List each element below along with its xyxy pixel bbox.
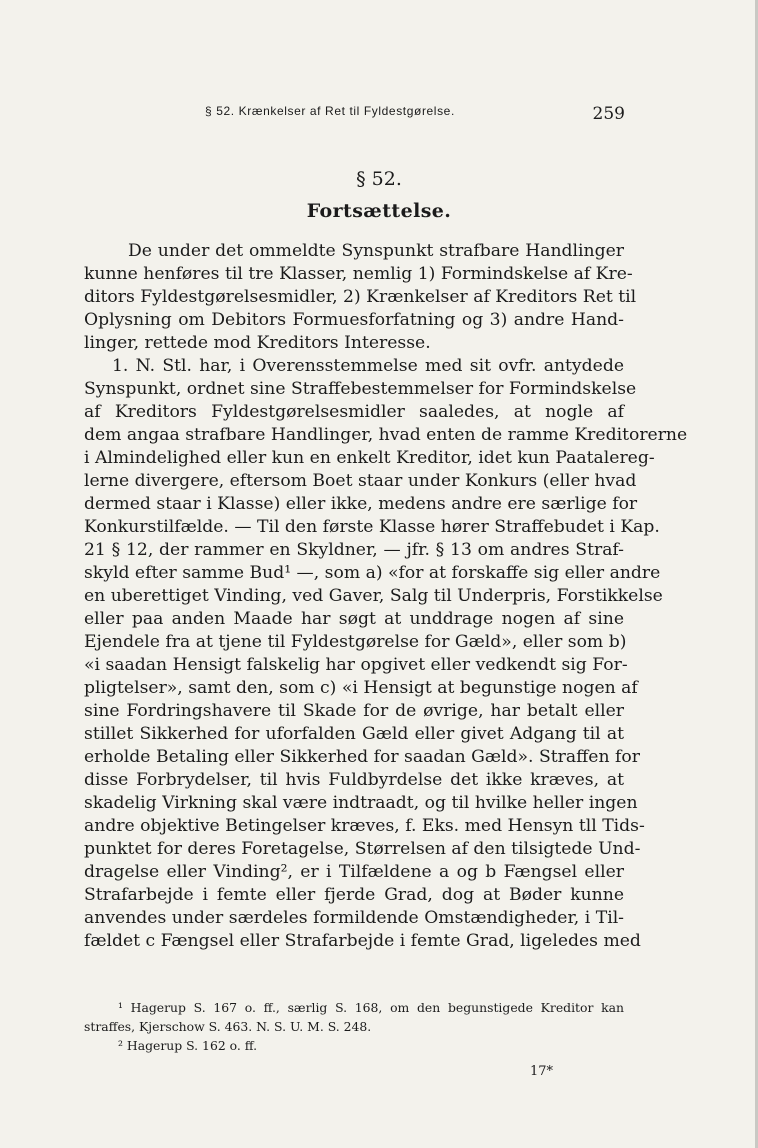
text-line: 1. N. Stl. har, i Overensstemmelse med sit ovfr. antydede [112,356,624,376]
text-line: Konkurstilfælde. — Til den første Klasse hører Straffebudet i Kap. [84,517,660,537]
text-line: andre objektive Betingelser kræves, f. Eks. med Hensyn tll Tids- [84,816,645,836]
text-line: Ejendele fra at tjene til Fyldestgørelse for Gæld», eller som b) [84,632,627,652]
footnote-line: ² Hagerup S. 162 o. ff. [118,1038,258,1053]
text-line: De under det ommeldte Synspunkt strafbare Handlinger [128,241,624,261]
text-line: Oplysning om Debitors Formuesforfatning og 3) andre Hand- [84,310,624,330]
text-line: «i saadan Hensigt falskelig har opgivet eller vedkendt sig For- [84,655,628,675]
signature-mark: 17* [530,1064,554,1079]
footnote-line: straffes, Kjerschow S. 463. N. S. U. M. S. 248. [84,1019,372,1034]
section-title: Fortsættelse. [306,200,452,222]
text-line: erholde Betaling eller Sikkerhed for saadan Gæld». Straffen for [84,747,640,767]
footnotes [84,998,624,1055]
text-line: dermed staar i Klasse) eller ikke, medens andre ere særlige for [84,494,638,514]
page-number: 259 [592,104,625,124]
text-line: lerne divergere, eftersom Boet staar under Konkurs (eller hvad [84,471,637,491]
text-line: sine Fordringshavere til Skade for de øvrige, har betalt eller [84,701,624,721]
text-line: dragelse eller Vinding², er i Tilfældene a og b Fængsel eller [84,862,624,882]
text-line: skadelig Virkning skal være indtraadt, og til hvilke heller ingen [84,793,638,813]
text-line: skyld efter samme Bud¹ —, som a) «for at forskaffe sig eller andre [84,563,661,583]
text-line: kunne henføres til tre Klasser, nemlig 1) Formindskelse af Kre- [84,264,633,284]
text-line: dem angaa strafbare Handlinger, hvad enten de ramme Kreditorerne [84,425,688,445]
text-line: fældet c Fængsel eller Strafarbejde i femte Grad, ligeledes med [84,931,641,951]
text-line: Strafarbejde i femte eller fjerde Grad, dog at Bøder kunne [84,885,624,905]
text-line: stillet Sikkerhed for uforfalden Gæld eller givet Adgang til at [84,724,624,744]
text-line: anvendes under særdeles formildende Omstændigheder, i Til- [84,908,624,928]
text-line: i Almindelighed eller kun en enkelt Kreditor, idet kun Paatalereg- [84,448,655,468]
page-header [205,104,625,126]
text-line: af Kreditors Fyldestgørelsesmidler saaledes, at nogle af [84,402,624,422]
text-line: punktet for deres Foretagelse, Størrelsen af den tilsigtede Und- [84,839,641,859]
text-line: 21 § 12, der rammer en Skyldner, — jfr. § 13 om andres Straf- [84,540,624,560]
running-head: § 52. Krænkelser af Ret til Fyldestgørelse. [205,104,455,118]
text-line: eller paa anden Maade har søgt at unddrage nogen af sine [84,609,624,629]
text-line: linger, rettede mod Kreditors Interesse. [84,333,431,353]
footnote-line: ¹ Hagerup S. 167 o. ff., særlig S. 168, om den begunstigede Kreditor kan [118,1000,624,1015]
text-line: ditors Fyldestgørelsesmidler, 2) Krænkelser af Kreditors Ret til [84,287,637,307]
text-line: Synspunkt, ordnet sine Straffebestemmelser for Formindskelse [84,379,637,399]
body-text [84,240,688,953]
text-line: en uberettiget Vinding, ved Gaver, Salg til Underpris, Forstikkelse [84,586,663,606]
text-line: pligtelser», samt den, som c) «i Hensigt at begunstige nogen af [84,678,638,698]
section-number: § 52. [356,168,402,190]
text-line: disse Forbrydelser, til hvis Fuldbyrdelse det ikke kræves, at [84,770,624,790]
